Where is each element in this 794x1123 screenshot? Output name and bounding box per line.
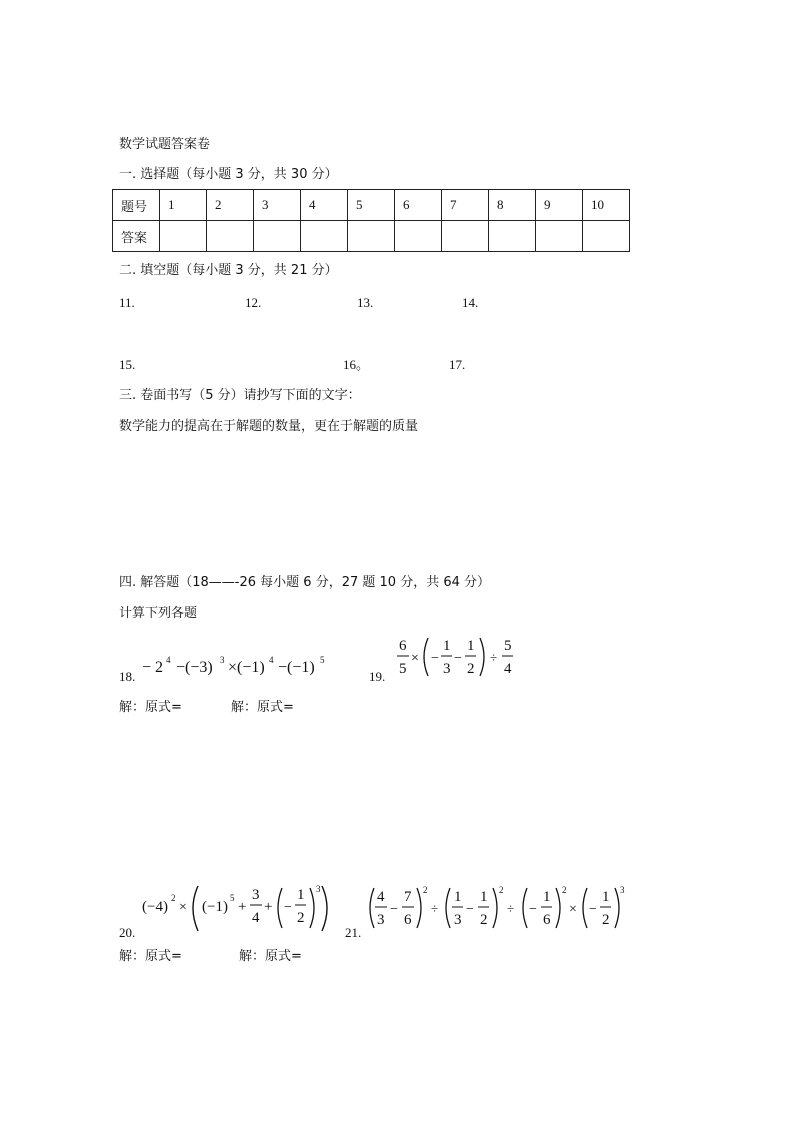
- answer-cell[interactable]: [442, 221, 489, 252]
- svg-text:5: 5: [230, 893, 235, 903]
- svg-text:÷: ÷: [431, 901, 439, 916]
- svg-text:4: 4: [252, 910, 260, 926]
- svg-text:6: 6: [399, 638, 407, 654]
- svg-text:−: −: [589, 902, 597, 917]
- table-row: [113, 221, 630, 252]
- document-title: 数学试题答案卷: [119, 137, 211, 152]
- svg-text:1: 1: [602, 889, 610, 905]
- svg-text:2: 2: [171, 893, 176, 903]
- answer-cell[interactable]: [395, 221, 442, 252]
- column-header: 8: [489, 190, 536, 221]
- problem-20-formula: [138, 878, 334, 936]
- column-header: 7: [442, 190, 489, 221]
- blank-label: 16。: [343, 357, 370, 372]
- svg-text:3: 3: [620, 885, 625, 895]
- svg-text:1: 1: [443, 638, 451, 654]
- answer-cell[interactable]: [348, 221, 395, 252]
- blank-label: 14.: [462, 295, 479, 310]
- blank-label: 12.: [245, 295, 262, 310]
- solution-label: 解：原式=: [119, 949, 182, 964]
- svg-text:3: 3: [443, 661, 451, 677]
- svg-text:−(−3): −(−3): [176, 659, 213, 676]
- answer-table: [112, 189, 630, 252]
- svg-text:2: 2: [297, 910, 305, 926]
- svg-text:1: 1: [297, 887, 305, 903]
- answer-cell[interactable]: [583, 221, 630, 252]
- svg-text:(−1): (−1): [202, 899, 228, 915]
- problem-label: 19.: [369, 669, 386, 684]
- svg-text:2: 2: [480, 912, 488, 928]
- table-row: [113, 190, 630, 221]
- svg-text:−: −: [466, 902, 474, 917]
- solution-label: 解：原式=: [231, 700, 294, 715]
- answer-cell[interactable]: [254, 221, 301, 252]
- answer-cell[interactable]: [207, 221, 254, 252]
- column-header: 5: [348, 190, 395, 221]
- svg-text:2: 2: [562, 885, 567, 895]
- section1-heading: 一. 选择题（每小题 3 分，共 30 分）: [119, 167, 338, 182]
- svg-text:3: 3: [454, 912, 462, 928]
- column-header: 1: [160, 190, 207, 221]
- problem-label: 20.: [119, 925, 136, 940]
- svg-text:5: 5: [320, 655, 325, 665]
- svg-text:4: 4: [166, 655, 171, 665]
- svg-text:×(−1): ×(−1): [228, 659, 265, 676]
- column-header: 9: [536, 190, 583, 221]
- svg-text:2: 2: [467, 661, 475, 677]
- svg-text:2: 2: [423, 885, 428, 895]
- blank-label: 17.: [449, 357, 466, 372]
- svg-text:−: −: [529, 902, 537, 917]
- blank-label: 15.: [119, 357, 136, 372]
- svg-text:4: 4: [269, 655, 274, 665]
- column-header: 4: [301, 190, 348, 221]
- svg-text:3: 3: [252, 887, 260, 903]
- column-header: 10: [583, 190, 630, 221]
- row-header-answer: 答案: [113, 221, 160, 252]
- column-header: 3: [254, 190, 301, 221]
- solution-label: 解：原式=: [119, 700, 182, 715]
- row-header-number: 题号: [113, 190, 160, 221]
- section4-heading: 四. 解答题（18——-26 每小题 6 分，27 题 10 分，共 64 分）: [119, 575, 490, 590]
- svg-text:+: +: [264, 899, 273, 915]
- svg-text:6: 6: [543, 912, 551, 928]
- svg-text:1: 1: [543, 889, 551, 905]
- svg-text:4: 4: [504, 661, 512, 677]
- problem-21-formula: [366, 880, 628, 936]
- solution-label: 解：原式=: [239, 949, 302, 964]
- section3-heading: 三. 卷面书写（5 分）请抄写下面的文字：: [119, 388, 361, 403]
- svg-text:1: 1: [480, 889, 488, 905]
- svg-text:3: 3: [377, 912, 385, 928]
- svg-text:1: 1: [454, 889, 462, 905]
- section2-heading: 二. 填空题（每小题 3 分，共 21 分）: [119, 263, 338, 278]
- svg-text:5: 5: [399, 661, 407, 677]
- svg-text:−: −: [454, 651, 462, 666]
- problem-19-formula: [392, 633, 522, 681]
- copy-text: 数学能力的提高在于解题的数量，更在于解题的质量: [119, 419, 419, 434]
- svg-text:−: −: [390, 902, 398, 917]
- column-header: 6: [395, 190, 442, 221]
- svg-text:×: ×: [569, 902, 577, 917]
- answer-cell[interactable]: [301, 221, 348, 252]
- svg-text:− 2: − 2: [142, 659, 164, 676]
- svg-text:2: 2: [499, 885, 504, 895]
- svg-text:+: +: [238, 899, 247, 915]
- blank-label: 13.: [357, 295, 374, 310]
- svg-text:4: 4: [377, 889, 385, 905]
- svg-text:÷: ÷: [507, 901, 515, 916]
- svg-text:6: 6: [404, 912, 412, 928]
- svg-text:7: 7: [404, 889, 412, 905]
- svg-text:−: −: [431, 651, 439, 666]
- column-header: 2: [207, 190, 254, 221]
- problem-label: 18.: [119, 669, 136, 684]
- answer-cell[interactable]: [160, 221, 207, 252]
- svg-text:×: ×: [411, 651, 419, 666]
- svg-text:(−4): (−4): [142, 899, 168, 915]
- answer-cell[interactable]: [536, 221, 583, 252]
- problem-18-formula: [138, 648, 338, 680]
- svg-text:−(−1): −(−1): [278, 659, 315, 676]
- svg-text:3: 3: [220, 655, 225, 665]
- svg-text:÷: ÷: [490, 650, 498, 665]
- svg-text:−: −: [284, 900, 292, 915]
- svg-text:1: 1: [467, 638, 475, 654]
- svg-text:5: 5: [504, 638, 512, 654]
- blank-label: 11.: [119, 295, 135, 310]
- svg-text:3: 3: [316, 884, 321, 894]
- problem-label: 21.: [345, 925, 362, 940]
- answer-cell[interactable]: [489, 221, 536, 252]
- section4-subheading: 计算下列各题: [119, 606, 198, 621]
- svg-text:×: ×: [179, 900, 187, 915]
- svg-text:2: 2: [602, 912, 610, 928]
